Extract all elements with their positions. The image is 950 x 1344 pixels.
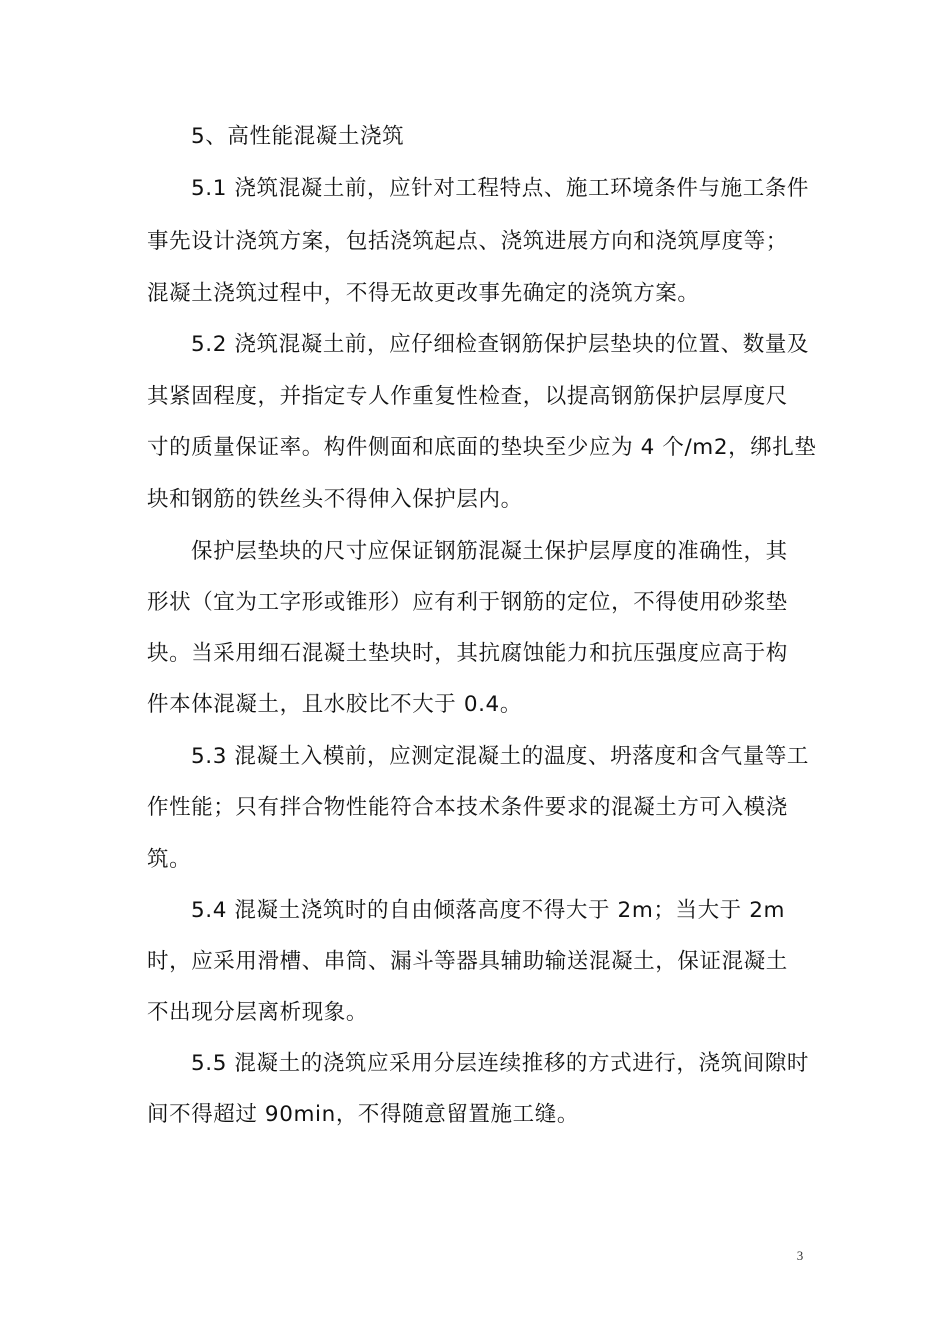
paragraph-5-3-line-1: 5.3 混凝土入模前，应测定混凝土的温度、坍落度和含气量等工 (191, 744, 810, 769)
paragraph-5-1-line-1: 5.1 浇筑混凝土前，应针对工程特点、施工环境条件与施工条件 (191, 176, 810, 201)
paragraph-5-1-line-3: 混凝土浇筑过程中，不得无故更改事先确定的浇筑方案。 (147, 281, 700, 306)
page-number: 3 (796, 1248, 804, 1263)
paragraph-5-2-line-2: 其紧固程度，并指定专人作重复性检查，以提高钢筋保护层厚度尺 (147, 384, 788, 409)
paragraph-5-3-line-3: 筑。 (147, 847, 192, 872)
paragraph-5-4-line-1: 5.4 混凝土浇筑时的自由倾落高度不得大于 2m；当大于 2m (191, 898, 786, 923)
paragraph-cover-block-line-1: 保护层垫块的尺寸应保证钢筋混凝土保护层厚度的准确性，其 (191, 539, 788, 564)
paragraph-cover-block-line-4: 件本体混凝土，且水胶比不大于 0.4。 (147, 692, 522, 717)
paragraph-5-5-line-1: 5.5 混凝土的浇筑应采用分层连续推移的方式进行，浇筑间隙时 (191, 1051, 810, 1076)
paragraph-5-2-line-3: 寸的质量保证率。构件侧面和底面的垫块至少应为 4 个/m2，绑扎垫 (147, 435, 817, 460)
paragraph-cover-block-line-3: 块。当采用细石混凝土垫块时，其抗腐蚀能力和抗压强度应高于构 (147, 641, 788, 666)
paragraph-5-3-line-2: 作性能；只有拌合物性能符合本技术条件要求的混凝土方可入模浇 (147, 795, 788, 820)
paragraph-5-4-line-2: 时，应采用滑槽、串筒、漏斗等器具辅助输送混凝土，保证混凝土 (147, 949, 788, 974)
paragraph-5-1-line-2: 事先设计浇筑方案，包括浇筑起点、浇筑进展方向和浇筑厚度等； (147, 229, 788, 254)
paragraph-5-5-line-2: 间不得超过 90min，不得随意留置施工缝。 (147, 1102, 579, 1127)
paragraph-cover-block-line-2: 形状（宜为工字形或锥形）应有利于钢筋的定位，不得使用砂浆垫 (147, 590, 788, 615)
section-heading: 5、高性能混凝土浇筑 (191, 124, 405, 149)
paragraph-5-2-line-1: 5.2 浇筑混凝土前，应仔细检查钢筋保护层垫块的位置、数量及 (191, 332, 810, 357)
paragraph-5-4-line-3: 不出现分层离析现象。 (147, 1000, 369, 1025)
paragraph-5-2-line-4: 块和钢筋的铁丝头不得伸入保护层内。 (147, 487, 523, 512)
